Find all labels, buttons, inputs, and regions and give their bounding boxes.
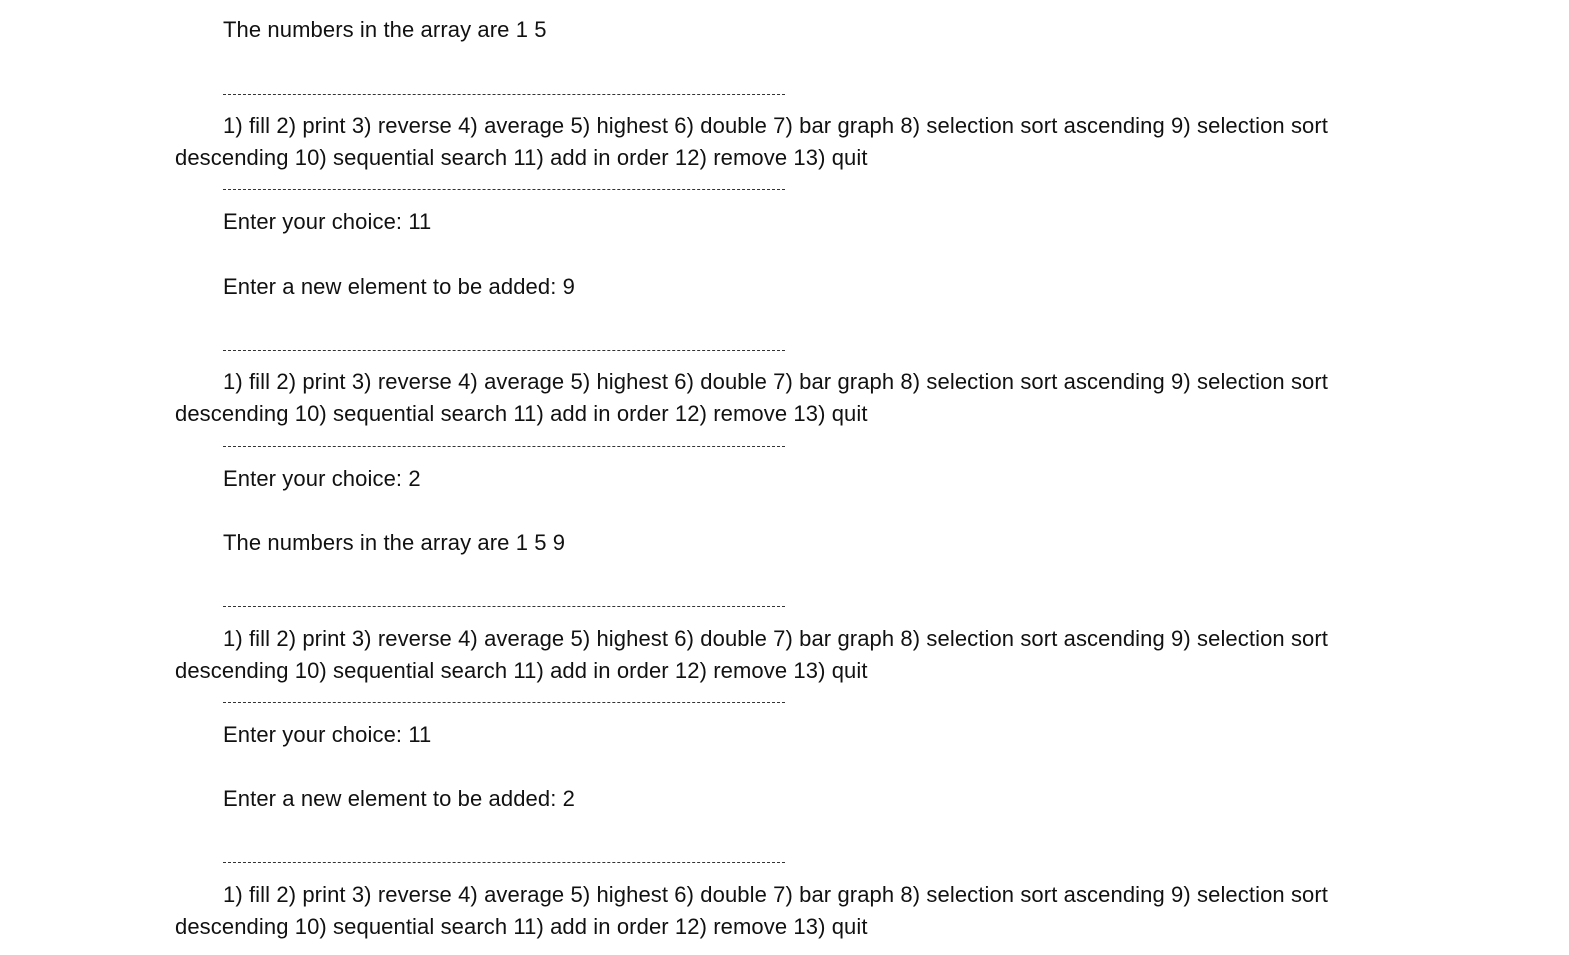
choice-prompt-text: Enter your choice: 11 xyxy=(223,209,432,234)
choice-prompt-text: Enter your choice: 11 xyxy=(223,722,432,747)
separator-line xyxy=(223,702,785,703)
separator-line xyxy=(223,606,785,607)
menu-options-text: 1) fill 2) print 3) reverse 4) average 5) highest 6) double 7) bar graph 8) selection sort ascending 9) selection sort descending 10) sequential search 11) add in order 12) remove 13) quit xyxy=(175,882,1329,939)
add-element-prompt-text: Enter a new element to be added: 2 xyxy=(223,786,575,811)
add-element-prompt-text: Enter a new element to be added: 9 xyxy=(223,274,575,299)
separator-line xyxy=(223,350,785,351)
separator-line xyxy=(223,94,785,95)
separator-line xyxy=(223,446,785,447)
menu-options-text: 1) fill 2) print 3) reverse 4) average 5) highest 6) double 7) bar graph 8) selection sort ascending 9) selection sort descending 10) sequential search 11) add in order 12) remove 13) quit xyxy=(175,369,1329,426)
choice-prompt-text: Enter your choice: 2 xyxy=(223,466,421,491)
menu-options-text: 1) fill 2) print 3) reverse 4) average 5) highest 6) double 7) bar graph 8) selection sort ascending 9) selection sort descending 10) sequential search 11) add in order 12) remove 13) quit xyxy=(175,113,1329,170)
array-output-text: The numbers in the array are 1 5 9 xyxy=(223,530,566,555)
separator-line xyxy=(223,862,785,863)
array-output-text: The numbers in the array are 1 5 xyxy=(223,17,547,42)
menu-options-text: 1) fill 2) print 3) reverse 4) average 5) highest 6) double 7) bar graph 8) selection sort ascending 9) selection sort descending 10) sequential search 11) add in order 12) remove 13) quit xyxy=(175,626,1329,683)
separator-line xyxy=(223,189,785,190)
